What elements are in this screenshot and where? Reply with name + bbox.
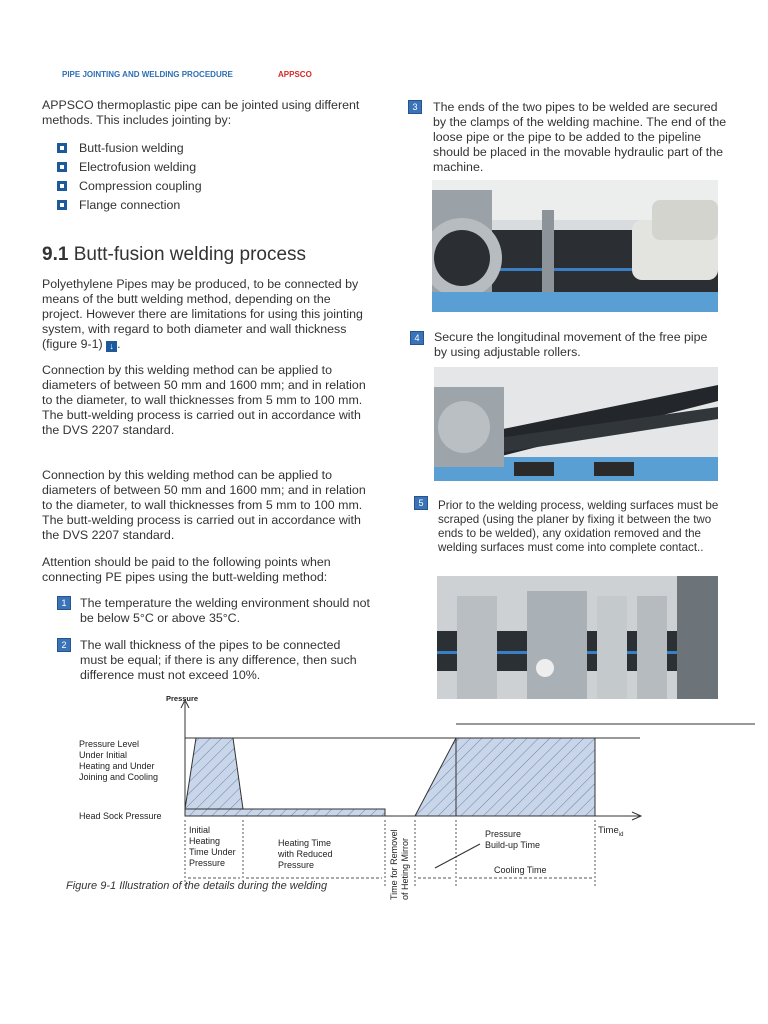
intro-text: APPSCO thermoplastic pipe can be jointed using different methods. This includes jointing by: [42, 98, 360, 127]
adjustable-rollers-photo [434, 367, 718, 481]
step-number-badge: 5 [414, 496, 428, 510]
bullet-icon [57, 143, 67, 153]
list-item: Electrofusion welding [57, 157, 202, 176]
bullet-icon [57, 181, 67, 191]
paragraph-4: Attention should be paid to the following points when connecting PE pipes using the butt-welding method: [42, 555, 331, 584]
figure-caption: Figure 9-1 Illustration of the details during the welding [66, 880, 328, 892]
step-number-badge: 3 [408, 100, 422, 114]
step-2-text: The wall thickness of the pipes to be connected must be equal; if there is any difference, then such difference must not exceed 10%. [80, 638, 357, 682]
phase-mirror-removal-label: Time for Removel of Heting Mirror [389, 829, 410, 900]
phase-reduced-pressure-label: Heating Time with Reduced Pressure [278, 838, 333, 870]
header-title: PIPE JOINTING AND WELDING PROCEDURE [62, 70, 233, 79]
step-1-text: The temperature the welding environment should not be below 5°C or above 35°C. [80, 596, 370, 625]
welding-surfaces-photo [437, 576, 718, 699]
step-number-badge: 2 [57, 638, 71, 652]
paragraph-3: Connection by this welding method can be applied to diameters of between 50 mm and 1600 mm; and in relation to the diameter, to wall thicknesses from 5 mm to 100 mm. The butt-welding process is carried out in accordance with the DVS 2207 standard. [42, 468, 366, 542]
phase-cooling-label: Cooling Time [494, 865, 547, 875]
pressure-buildup-pointer [435, 844, 480, 868]
step-3-text: The ends of the two pipes to be welded are secured by the clamps of the welding machine. The end of the loose pipe or the pipe to be added to the pipeline should be placed in the movable hydraulic part of the machine. [433, 100, 727, 174]
cooling-region [415, 738, 595, 816]
bullet-icon [57, 200, 67, 210]
phase-pressure-buildup-label: Pressure Build-up Time [485, 829, 541, 850]
step-number-badge: 4 [410, 331, 424, 345]
reduced-pressure-region [185, 809, 385, 816]
head-sock-pressure-label: Head Sock Pressure [79, 811, 162, 821]
butt-fusion-pressure-time-diagram [0, 688, 768, 908]
bullet-icon [57, 162, 67, 172]
down-arrow-icon[interactable]: ↓ [106, 341, 117, 352]
jointing-methods-list [57, 138, 202, 214]
paragraph-2: Connection by this welding method can be applied to diameters of between 50 mm and 1600 mm; and in relation to the diameter, to wall thicknesses from 5 mm to 100 mm. The butt-welding process is carried out in accordance with the DVS 2207 standard. [42, 363, 366, 437]
section-heading: 9.1 Butt-fusion welding process [42, 244, 307, 265]
phase-initial-heating-label: Initial Heating Time Under Pressure [189, 825, 236, 868]
paragraph-1: Polyethylene Pipes may be produced, to be connected by means of the butt welding method, depending on the project. However there are limitations for using this jointing system, with regard to both diameter and wall thickness (figure 9-1) ↓ . [42, 277, 363, 351]
step-4-text: Secure the longitudinal movement of the free pipe by using adjustable rollers. [434, 330, 708, 359]
initial-heating-region [185, 738, 243, 809]
header-brand: APPSCO [278, 70, 312, 79]
step-number-badge: 1 [57, 596, 71, 610]
step-5-text: Prior to the welding process, welding surfaces must be scraped (using the planer by fixing it between the two ends to be welded), any oxidation removed and the welding surfaces must come into complete contact.. [438, 499, 719, 554]
pressure-level-label: Pressure Level Under Initial Heating and Under Joining and Cooling [79, 739, 159, 782]
list-item: Flange connection [57, 195, 202, 214]
welding-machine-clamp-photo [432, 180, 718, 312]
list-item: Butt-fusion welding [57, 138, 202, 157]
x-axis-label: Time$_{id}$ [598, 825, 624, 838]
list-item: Compression coupling [57, 176, 202, 195]
y-axis-label: Pressure [166, 694, 199, 703]
